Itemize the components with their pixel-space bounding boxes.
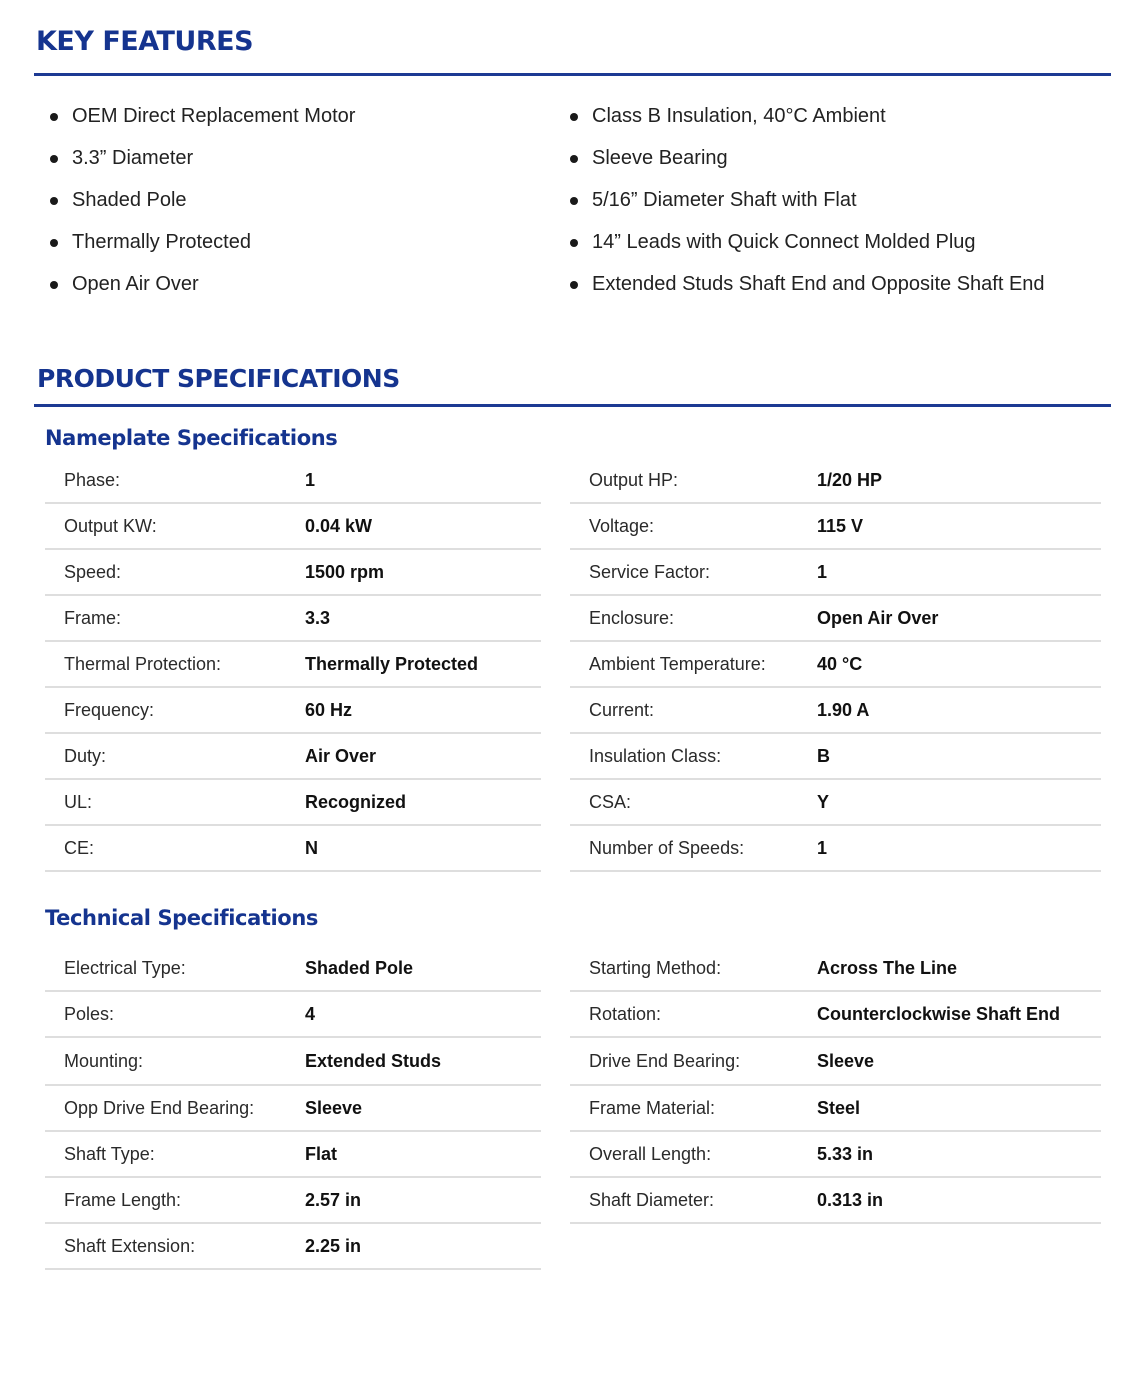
spec-row	[45, 458, 541, 504]
key-features-rule	[34, 73, 1111, 76]
spec-row	[570, 1086, 1101, 1132]
spec-row	[45, 642, 541, 688]
spec-row	[570, 946, 1101, 992]
feature-item: Sleeve Bearing	[568, 138, 1108, 180]
spec-value: 60 Hz	[305, 699, 353, 720]
spec-label: Enclosure:	[589, 607, 675, 628]
spec-row	[45, 1086, 541, 1132]
technical-left-column	[45, 946, 541, 1270]
product-specs-title: PRODUCT SPECIFICATIONS	[37, 364, 400, 393]
spec-row	[45, 780, 541, 826]
features-left-column	[48, 96, 568, 306]
spec-value: 3.3	[305, 607, 331, 628]
spec-label: Overall Length:	[589, 1143, 712, 1164]
spec-value: Steel	[817, 1097, 861, 1118]
spec-row	[45, 946, 541, 992]
spec-value: 4	[305, 1003, 316, 1024]
spec-row	[570, 1038, 1101, 1086]
spec-value: 2.25 in	[305, 1235, 362, 1256]
key-features-list	[48, 96, 1108, 306]
feature-item: OEM Direct Replacement Motor	[48, 96, 568, 138]
spec-row	[45, 1178, 541, 1224]
spec-value: Counterclockwise Shaft End	[817, 1003, 1061, 1024]
spec-value: Flat	[305, 1143, 338, 1164]
spec-label: Frame Material:	[589, 1097, 716, 1118]
spec-label: CSA:	[589, 791, 632, 812]
spec-value: 1	[817, 837, 828, 858]
spec-label: Mounting:	[64, 1050, 144, 1071]
product-specs-rule	[34, 404, 1111, 407]
spec-row	[570, 826, 1101, 872]
spec-label: Frequency:	[64, 699, 155, 720]
spec-label: UL:	[64, 791, 93, 812]
spec-value: 1/20 HP	[817, 469, 883, 490]
spec-label: Frame Length:	[64, 1189, 182, 1210]
nameplate-right-column	[570, 458, 1101, 872]
spec-row	[45, 734, 541, 780]
feature-item: Thermally Protected	[48, 222, 568, 264]
spec-label: Rotation:	[589, 1003, 662, 1024]
spec-label: Phase:	[64, 469, 121, 490]
spec-row	[45, 550, 541, 596]
feature-item: 5/16” Diameter Shaft with Flat	[568, 180, 1108, 222]
spec-row	[45, 504, 541, 550]
feature-item: 3.3” Diameter	[48, 138, 568, 180]
spec-value: 0.313 in	[817, 1189, 884, 1210]
spec-label: Shaft Diameter:	[589, 1189, 715, 1210]
spec-value: 1	[817, 561, 828, 582]
spec-row	[45, 826, 541, 872]
spec-label: Output KW:	[64, 515, 157, 536]
feature-item: Shaded Pole	[48, 180, 568, 222]
spec-label: Starting Method:	[589, 957, 722, 978]
features-right-column	[568, 96, 1108, 306]
nameplate-specs-title: Nameplate Specifications	[45, 426, 338, 450]
spec-label: Electrical Type:	[64, 957, 186, 978]
spec-value: Thermally Protected	[305, 653, 479, 674]
spec-label: Current:	[589, 699, 655, 720]
spec-value: Across The Line	[817, 957, 958, 978]
spec-value: Shaded Pole	[305, 957, 414, 978]
spec-label: Insulation Class:	[589, 745, 722, 766]
spec-row	[45, 688, 541, 734]
spec-row	[570, 1132, 1101, 1178]
spec-label: Duty:	[64, 745, 107, 766]
spec-row	[570, 780, 1101, 826]
spec-row	[570, 734, 1101, 780]
spec-value: 0.04 kW	[305, 515, 373, 536]
technical-right-column	[570, 946, 1101, 1270]
spec-label: Shaft Type:	[64, 1143, 155, 1164]
spec-label: Voltage:	[589, 515, 655, 536]
spec-row	[570, 642, 1101, 688]
spec-label: Shaft Extension:	[64, 1235, 196, 1256]
spec-row	[570, 458, 1101, 504]
spec-value: Open Air Over	[817, 607, 939, 628]
spec-value: B	[817, 745, 830, 766]
spec-value: 2.57 in	[305, 1189, 362, 1210]
feature-item: 14” Leads with Quick Connect Molded Plug	[568, 222, 1108, 264]
nameplate-left-column	[45, 458, 541, 872]
spec-label: Opp Drive End Bearing:	[64, 1097, 255, 1118]
spec-label: Poles:	[64, 1003, 115, 1024]
spec-label: Thermal Protection:	[64, 653, 222, 674]
spec-label: Number of Speeds:	[589, 837, 745, 858]
feature-item: Open Air Over	[48, 264, 568, 306]
spec-row	[45, 1224, 541, 1270]
spec-value: 115 V	[817, 515, 864, 536]
spec-row	[570, 1178, 1101, 1224]
spec-value: Extended Studs	[305, 1050, 442, 1071]
spec-row	[45, 1132, 541, 1178]
spec-value: 1	[305, 469, 316, 490]
technical-specs-grid	[45, 946, 1101, 1270]
spec-row	[45, 1038, 541, 1086]
spec-label: Speed:	[64, 561, 122, 582]
spec-label: Output HP:	[589, 469, 679, 490]
spec-label: CE:	[64, 837, 95, 858]
spec-row	[570, 596, 1101, 642]
spec-label: Drive End Bearing:	[589, 1050, 741, 1071]
spec-value: Y	[817, 791, 830, 812]
spec-value: Recognized	[305, 791, 407, 812]
spec-value: Sleeve	[305, 1097, 363, 1118]
spec-label: Frame:	[64, 607, 122, 628]
spec-label: Ambient Temperature:	[589, 653, 766, 674]
spec-row	[45, 992, 541, 1038]
nameplate-specs-grid	[45, 458, 1101, 872]
spec-label: Service Factor:	[589, 561, 711, 582]
key-features-title: KEY FEATURES	[36, 26, 254, 57]
feature-item: Class B Insulation, 40°C Ambient	[568, 96, 1108, 138]
spec-row	[570, 992, 1101, 1038]
feature-item: Extended Studs Shaft End and Opposite Shaft End	[568, 264, 1108, 306]
spec-value: 5.33 in	[817, 1143, 874, 1164]
spec-value: Sleeve	[817, 1050, 875, 1071]
spec-value: 40 °C	[817, 653, 863, 674]
spec-row	[570, 504, 1101, 550]
spec-row	[570, 688, 1101, 734]
spec-value: 1.90 A	[817, 699, 870, 720]
spec-value: 1500 rpm	[305, 561, 385, 582]
spec-value: Air Over	[305, 745, 377, 766]
spec-row	[570, 550, 1101, 596]
spec-value: N	[305, 837, 318, 858]
spec-row	[45, 596, 541, 642]
technical-specs-title: Technical Specifications	[45, 906, 318, 930]
